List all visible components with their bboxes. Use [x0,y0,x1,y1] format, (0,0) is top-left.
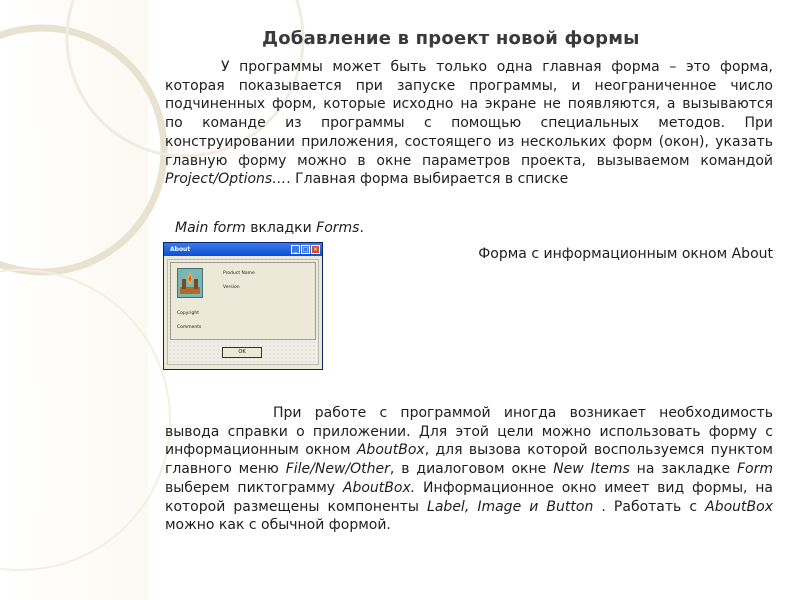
paragraph-aboutbox [165,404,773,535]
main-form-term: Main form [175,220,246,236]
paragraph2-text-5: выберем пиктограмму [165,479,343,496]
about-titlebar [164,243,322,256]
paragraph2-text-8: можно как с обычной формой. [165,517,391,534]
paragraph2-text-2: , для вызова которой воспользуемся пунктом главного меню [165,442,773,478]
main-form-line-text: вкладки [245,220,317,236]
product-name-label: Product Name [223,271,255,276]
project-options-command: Project/Options… [165,171,287,188]
main-form-line-end: . [359,220,364,236]
left-decorative-band [0,0,148,600]
about-client-area [167,259,319,365]
paragraph2-text-6: Информационное окно имеет вид формы, на которой размещены компоненты [165,479,773,515]
minimize-icon[interactable]: _ [291,245,300,254]
paragraph1-text-end: . Главная форма выбирается в списке [286,171,569,188]
paragraph-main-form [165,58,773,189]
close-icon[interactable]: × [312,246,319,253]
new-items-term: New Items [553,461,630,478]
about-window [163,242,323,370]
version-label: Version [223,285,240,290]
forms-tab-term: Forms [316,220,360,236]
aboutbox-icon-term: AboutBox. [342,479,416,496]
maximize-icon[interactable]: □ [302,246,309,253]
copyright-label: Copyright [177,311,199,316]
components-term: Label, Image и Button [427,498,594,515]
titlebar-buttons [291,245,320,254]
ok-button[interactable]: OK [222,347,262,358]
form-tab-term: Form [736,461,773,478]
about-form-caption: Форма с информационным окном About [478,246,773,262]
main-form-line [175,220,364,236]
aboutbox-term-2: AboutBox [705,498,773,515]
paragraph2-text-4: на закладке [629,461,737,478]
comments-label: Comments [177,325,202,330]
paragraph2-text-7: . Работать с [593,498,706,515]
about-panel [170,262,316,340]
paragraph2-text-1: При работе с программой иногда возникает необходимость вывода справки о приложении. Для этой цели можно использовать форму с информационным окном [165,405,773,459]
slide-title: Добавление в проект новой формы [262,28,640,49]
about-logo-icon [177,268,203,298]
about-window-title: About [170,246,191,253]
paragraph2-text-3: , в диалоговом окне [389,461,554,478]
aboutbox-term: AboutBox [356,442,425,459]
menu-path-term: File/New/Other [285,461,390,478]
paragraph1-text: У программы может быть только одна главная форма – это форма, которая показывается при запуске программы, и неограниченное число подчиненных форм, которые исходно на экране не появляются, а вызываются по команде из программы с помощью специальных методов. При конструировании приложения, состоящего из нескольких форм (окон), указать главную форму можно в окне параметров проекта, вызываемом командой [165,59,773,169]
